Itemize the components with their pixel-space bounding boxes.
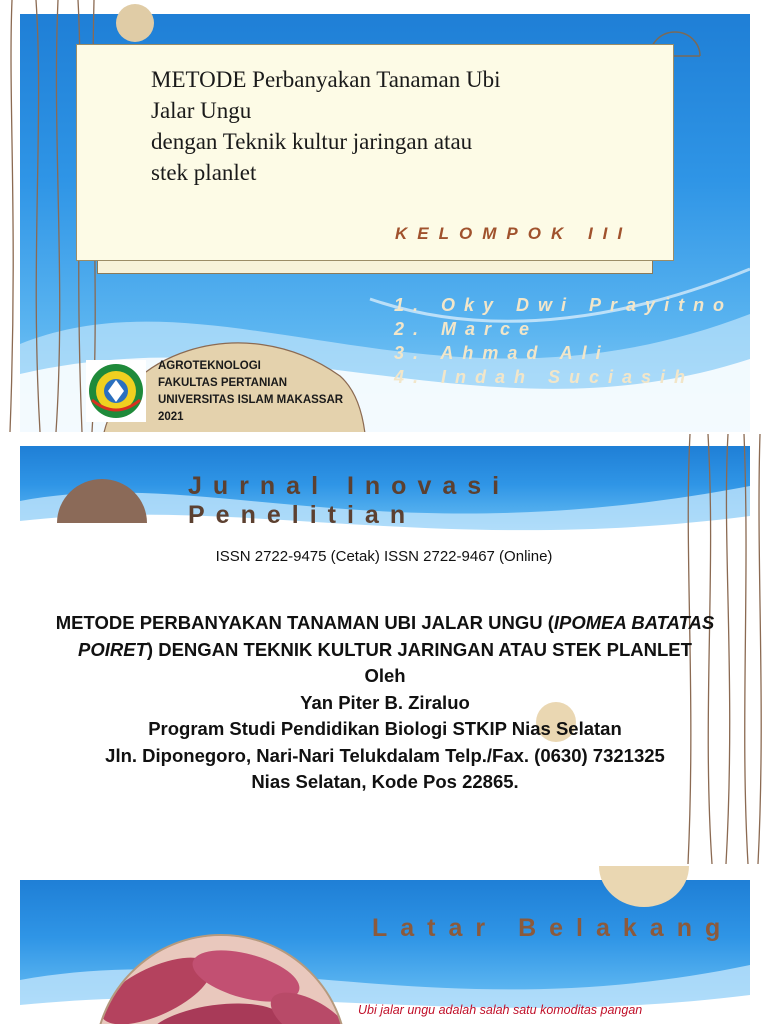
slide-title [0,0,768,432]
affiliation-line: UNIVERSITAS ISLAM MAKASSAR [158,394,344,406]
section-body: Ubi jalar ungu adalah salah satu komoditas pangan [358,1003,643,1017]
affiliation-line: AGROTEKNOLOGI [158,360,261,372]
university-logo [86,360,146,422]
slide-journal [0,434,768,864]
title-line: METODE Perbanyakan Tanaman Ubi [151,67,501,92]
section-heading: Latar Belakang [372,914,734,942]
program: Program Studi Pendidikan Biologi STKIP Nias Selatan [148,718,622,739]
member-item: 3. Ahmad Ali [394,343,610,363]
author-name: Yan Piter B. Ziraluo [300,691,470,713]
member-item: 2. Marce [394,319,539,339]
affiliation-line: FAKULTAS PERTANIAN [158,377,288,389]
paper-title [30,610,740,663]
group-label: KELOMPOK III [395,224,633,243]
title-line: Jalar Ungu [151,98,252,123]
member-item: 4. Indah Suciasih [394,367,695,387]
paper-title-species: IPOMEA BATATAS POIRET [78,612,715,660]
journal-title-line: Penelitian [188,501,417,529]
paper-title-part: METODE PERBANYAKAN TANAMAN UBI JALAR UNGU ( [55,612,554,633]
title-line: dengan Teknik kultur jaringan atau [151,129,473,154]
paper-header [30,610,740,796]
title-line: stek planlet [151,160,257,185]
tan-half-circle [598,866,690,908]
journal-title [188,472,510,530]
tan-circle [116,4,154,42]
paper-title-part: ) DENGAN TEKNIK KULTUR JARINGAN ATAU STEK PLANLET [146,638,692,660]
slide-title-text [151,64,571,188]
affiliation-line: 2021 [158,411,184,423]
journal-title-line: Jurnal Inovasi [188,472,511,500]
postcode: Nias Selatan, Kode Pos 22865. [251,771,519,792]
address: Jln. Diponegoro, Nari-Nari Telukdalam Telp./Fax. (0630) 7321325 [105,744,665,766]
member-item: 1. Oky Dwi Prayitno [394,295,734,315]
issn-line: ISSN 2722-9475 (Cetak) ISSN 2722-9467 (Online) [215,548,553,565]
brown-semicircle [56,478,148,524]
member-list [394,293,733,389]
university-seal-icon [86,360,146,422]
by-label: Oleh [364,665,406,686]
affiliation [158,358,343,426]
slide-background [0,866,768,1024]
